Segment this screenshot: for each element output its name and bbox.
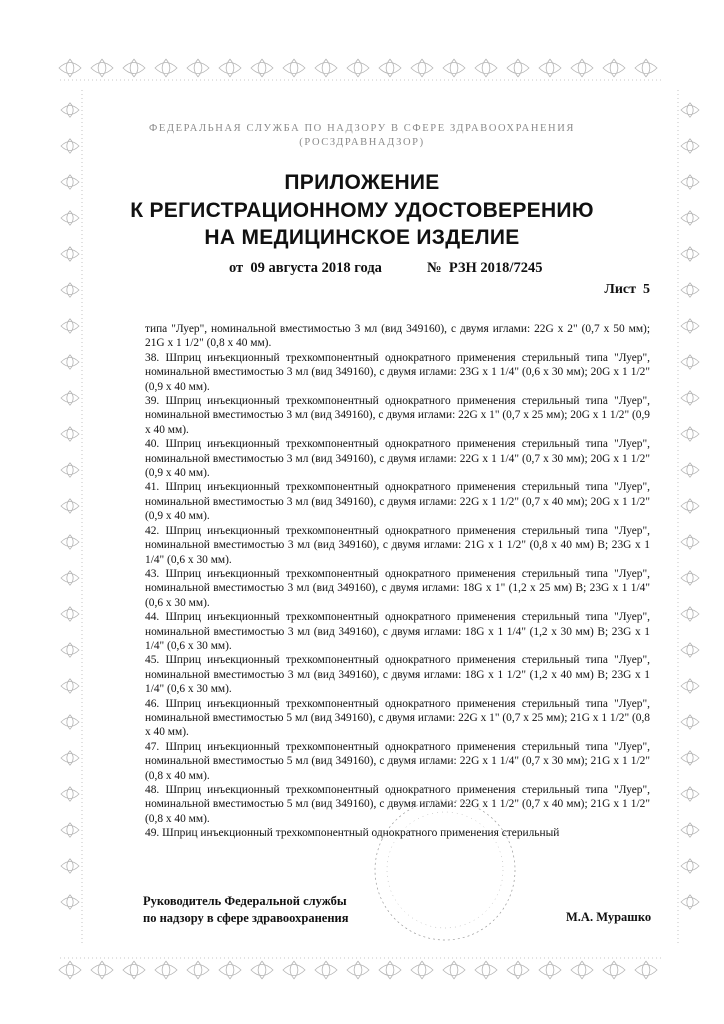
ornament-motif [315, 59, 337, 77]
ornament-motif [571, 961, 593, 979]
list-item: 43. Шприц инъекционный трехкомпонентный однократного применения стерильный типа "Луер", номинальной вместимостью 3 мл (вид 349160), с двумя иглами: 18G x 1" (1,2 x 25 мм) В; 23G x 1 1/4" (0,6 x 30 мм). [145, 567, 650, 609]
signatory-name: М.А. Мурашко [566, 910, 652, 924]
ornament-motif [91, 59, 113, 77]
sheet-number: Лист 5 [604, 282, 650, 297]
ornament-motif [475, 961, 497, 979]
ornament-motif [59, 961, 81, 979]
list-item: 49. Шприц инъекционный трехкомпонентный однократного применения стерильный [145, 827, 560, 840]
ornament-motif [59, 59, 81, 77]
ornament-motif [635, 961, 657, 979]
ornament-motif [61, 319, 79, 333]
device-list [145, 322, 650, 841]
signatory-position-line2: по надзору в сфере здравоохранения [143, 911, 349, 925]
ornament-motif [539, 961, 561, 979]
ornament-motif [379, 59, 401, 77]
ornament-motif [61, 103, 79, 117]
ornament-motif [571, 59, 593, 77]
agency-abbreviation: (РОСЗДРАВНАДЗОР) [299, 137, 425, 148]
ornament-motif [507, 59, 529, 77]
ornament-motif [61, 283, 79, 297]
ornament-motif [411, 961, 433, 979]
ornament-motif [61, 571, 79, 585]
ornament-motif [91, 961, 113, 979]
list-item: 40. Шприц инъекционный трехкомпонентный однократного применения стерильный типа "Луер", номинальной вместимостью 3 мл (вид 349160), с двумя иглами: 22G x 1 1/4" (0,7 x 30 мм); 20G x 1 1/2" (0,9 x 40 мм). [145, 438, 650, 480]
ornament-motif [61, 823, 79, 837]
ornament-motif [681, 391, 699, 405]
ornament-motif [681, 499, 699, 513]
ornament-motif [681, 679, 699, 693]
ornament-motif [443, 59, 465, 77]
ornament-motif [681, 823, 699, 837]
ornament-motif [603, 961, 625, 979]
ornament-motif [61, 607, 79, 621]
signatory-position [143, 893, 349, 927]
ornament-motif [603, 59, 625, 77]
ornament-motif [681, 427, 699, 441]
ornament-motif [187, 961, 209, 979]
ornament-motif [507, 961, 529, 979]
ornament-motif [61, 535, 79, 549]
ornament-motif [347, 961, 369, 979]
ornament-motif [219, 59, 241, 77]
list-item: 44. Шприц инъекционный трехкомпонентный однократного применения стерильный типа "Луер", номинальной вместимостью 3 мл (вид 349160), с двумя иглами: 18G x 1 1/4" (1,2 x 30 мм) В; 23G x 1 1/4" (0,6 x 30 мм). [145, 611, 650, 652]
list-item: 42. Шприц инъекционный трехкомпонентный однократного применения стерильный типа "Луер", номинальной вместимостью 3 мл (вид 349160), с двумя иглами: 21G x 1 1/2" (0,8 x 40 мм) В; 23G x 1 1/4" (0,6 x 30 мм). [145, 524, 650, 566]
ornament-motif [251, 961, 273, 979]
ornament-motif [283, 961, 305, 979]
bottom-ornament-strip [59, 958, 664, 979]
ornament-motif [61, 751, 79, 765]
ornament-motif [61, 643, 79, 657]
ornament-motif [475, 59, 497, 77]
ornament-motif [187, 59, 209, 77]
list-item: 38. Шприц инъекционный трехкомпонентный однократного применения стерильный типа "Луер", номинальной вместимостью 3 мл (вид 349160), с двумя иглами: 23G x 1 1/4" (0,6 x 30 мм); 20G x 1 1/2" (0,9 x 40 мм). [145, 351, 650, 393]
ornament-motif [379, 961, 401, 979]
list-item: 45. Шприц инъекционный трехкомпонентный однократного применения стерильный типа "Луер", номинальной вместимостью 3 мл (вид 349160), с двумя иглами: 18G x 1 1/2" (1,2 x 40 мм) В; 23G x 1 1/4" (0,6 x 30 мм). [145, 654, 650, 696]
ornament-motif [61, 715, 79, 729]
ornament-motif [219, 961, 241, 979]
ornament-motif [635, 59, 657, 77]
ornament-motif [123, 961, 145, 979]
ornament-motif [539, 59, 561, 77]
ornament-motif [681, 319, 699, 333]
ornament-motif [61, 391, 79, 405]
document-subtitle-line2: НА МЕДИЦИНСКОЕ ИЗДЕЛИЕ [204, 226, 520, 249]
list-item: 39. Шприц инъекционный трехкомпонентный однократного применения стерильный типа "Луер", номинальной вместимостью 3 мл (вид 349160), с двумя иглами: 22G x 1" (0,7 x 25 мм); 20G x 1 1/2" (0,9 x 40 мм). [145, 395, 650, 436]
ornament-motif [61, 463, 79, 477]
list-item: 46. Шприц инъекционный трехкомпонентный однократного применения стерильный типа "Луер", номинальной вместимостью 5 мл (вид 349160), с двумя иглами: 22G x 1" (0,7 x 25 мм); 21G x 1 1/2" (0,8 x 40 мм). [145, 697, 650, 739]
ornament-motif [123, 59, 145, 77]
ornament-motif [411, 59, 433, 77]
registration-number: № РЗН 2018/7245 [427, 260, 543, 276]
list-item: 47. Шприц инъекционный трехкомпонентный однократного применения стерильный типа "Луер", номинальной вместимостью 5 мл (вид 349160), с двумя иглами: 22G x 1 1/4" (0,7 x 30 мм); 21G x 1 1/2" (0,8 x 40 мм). [145, 740, 650, 782]
ornament-motif [681, 895, 699, 909]
agency-header [0, 122, 724, 150]
ornament-motif [681, 535, 699, 549]
ornament-motif [681, 571, 699, 585]
ornament-motif [155, 961, 177, 979]
document-subtitle-line1: К РЕГИСТРАЦИОННОМУ УДОСТОВЕРЕНИЮ [130, 199, 594, 222]
list-item: 48. Шприц инъекционный трехкомпонентный однократного применения стерильный типа "Луер", номинальной вместимостью 5 мл (вид 349160), с двумя иглами: 22G x 1 1/2" (0,7 x 40 мм); 21G x 1 1/2" (0,8 x 40 мм). [145, 784, 650, 825]
ornament-motif [681, 283, 699, 297]
ornament-motif [681, 787, 699, 801]
top-ornament-strip [59, 59, 664, 80]
ornament-motif [61, 427, 79, 441]
ornament-motif [347, 59, 369, 77]
document-title: ПРИЛОЖЕНИЕ [284, 171, 440, 194]
ornament-motif [681, 355, 699, 369]
ornament-motif [443, 961, 465, 979]
ornament-motif [681, 751, 699, 765]
ornament-motif [315, 961, 337, 979]
ornament-motif [681, 463, 699, 477]
list-item: 41. Шприц инъекционный трехкомпонентный однократного применения стерильный типа "Луер", номинальной вместимостью 3 мл (вид 349160), с двумя иглами: 22G x 1 1/2" (0,7 x 40 мм); 20G x 1 1/2" (0,9 x 40 мм). [145, 481, 650, 523]
ornament-motif [61, 499, 79, 513]
ornament-motif [61, 787, 79, 801]
ornament-motif [61, 859, 79, 873]
ornament-motif [681, 859, 699, 873]
ornament-motif [61, 895, 79, 909]
ornament-motif [251, 59, 273, 77]
ornament-motif [61, 679, 79, 693]
ornament-motif [681, 643, 699, 657]
ornament-motif [283, 59, 305, 77]
ornament-motif [155, 59, 177, 77]
list-item: типа "Луер", номинальной вместимостью 3 мл (вид 349160), с двумя иглами: 22G x 2" (0,7 x 50 мм); 21G x 1 1/2" (0,8 x 40 мм). [145, 323, 650, 350]
registration-date: от 09 августа 2018 года [229, 260, 382, 276]
ornament-motif [681, 103, 699, 117]
ornament-motif [681, 607, 699, 621]
signatory-position-line1: Руководитель Федеральной службы [143, 894, 347, 908]
agency-name: ФЕДЕРАЛЬНАЯ СЛУЖБА ПО НАДЗОРУ В СФЕРЕ ЗДРАВООХРАНЕНИЯ [148, 123, 576, 134]
ornament-motif [61, 355, 79, 369]
ornament-motif [681, 715, 699, 729]
